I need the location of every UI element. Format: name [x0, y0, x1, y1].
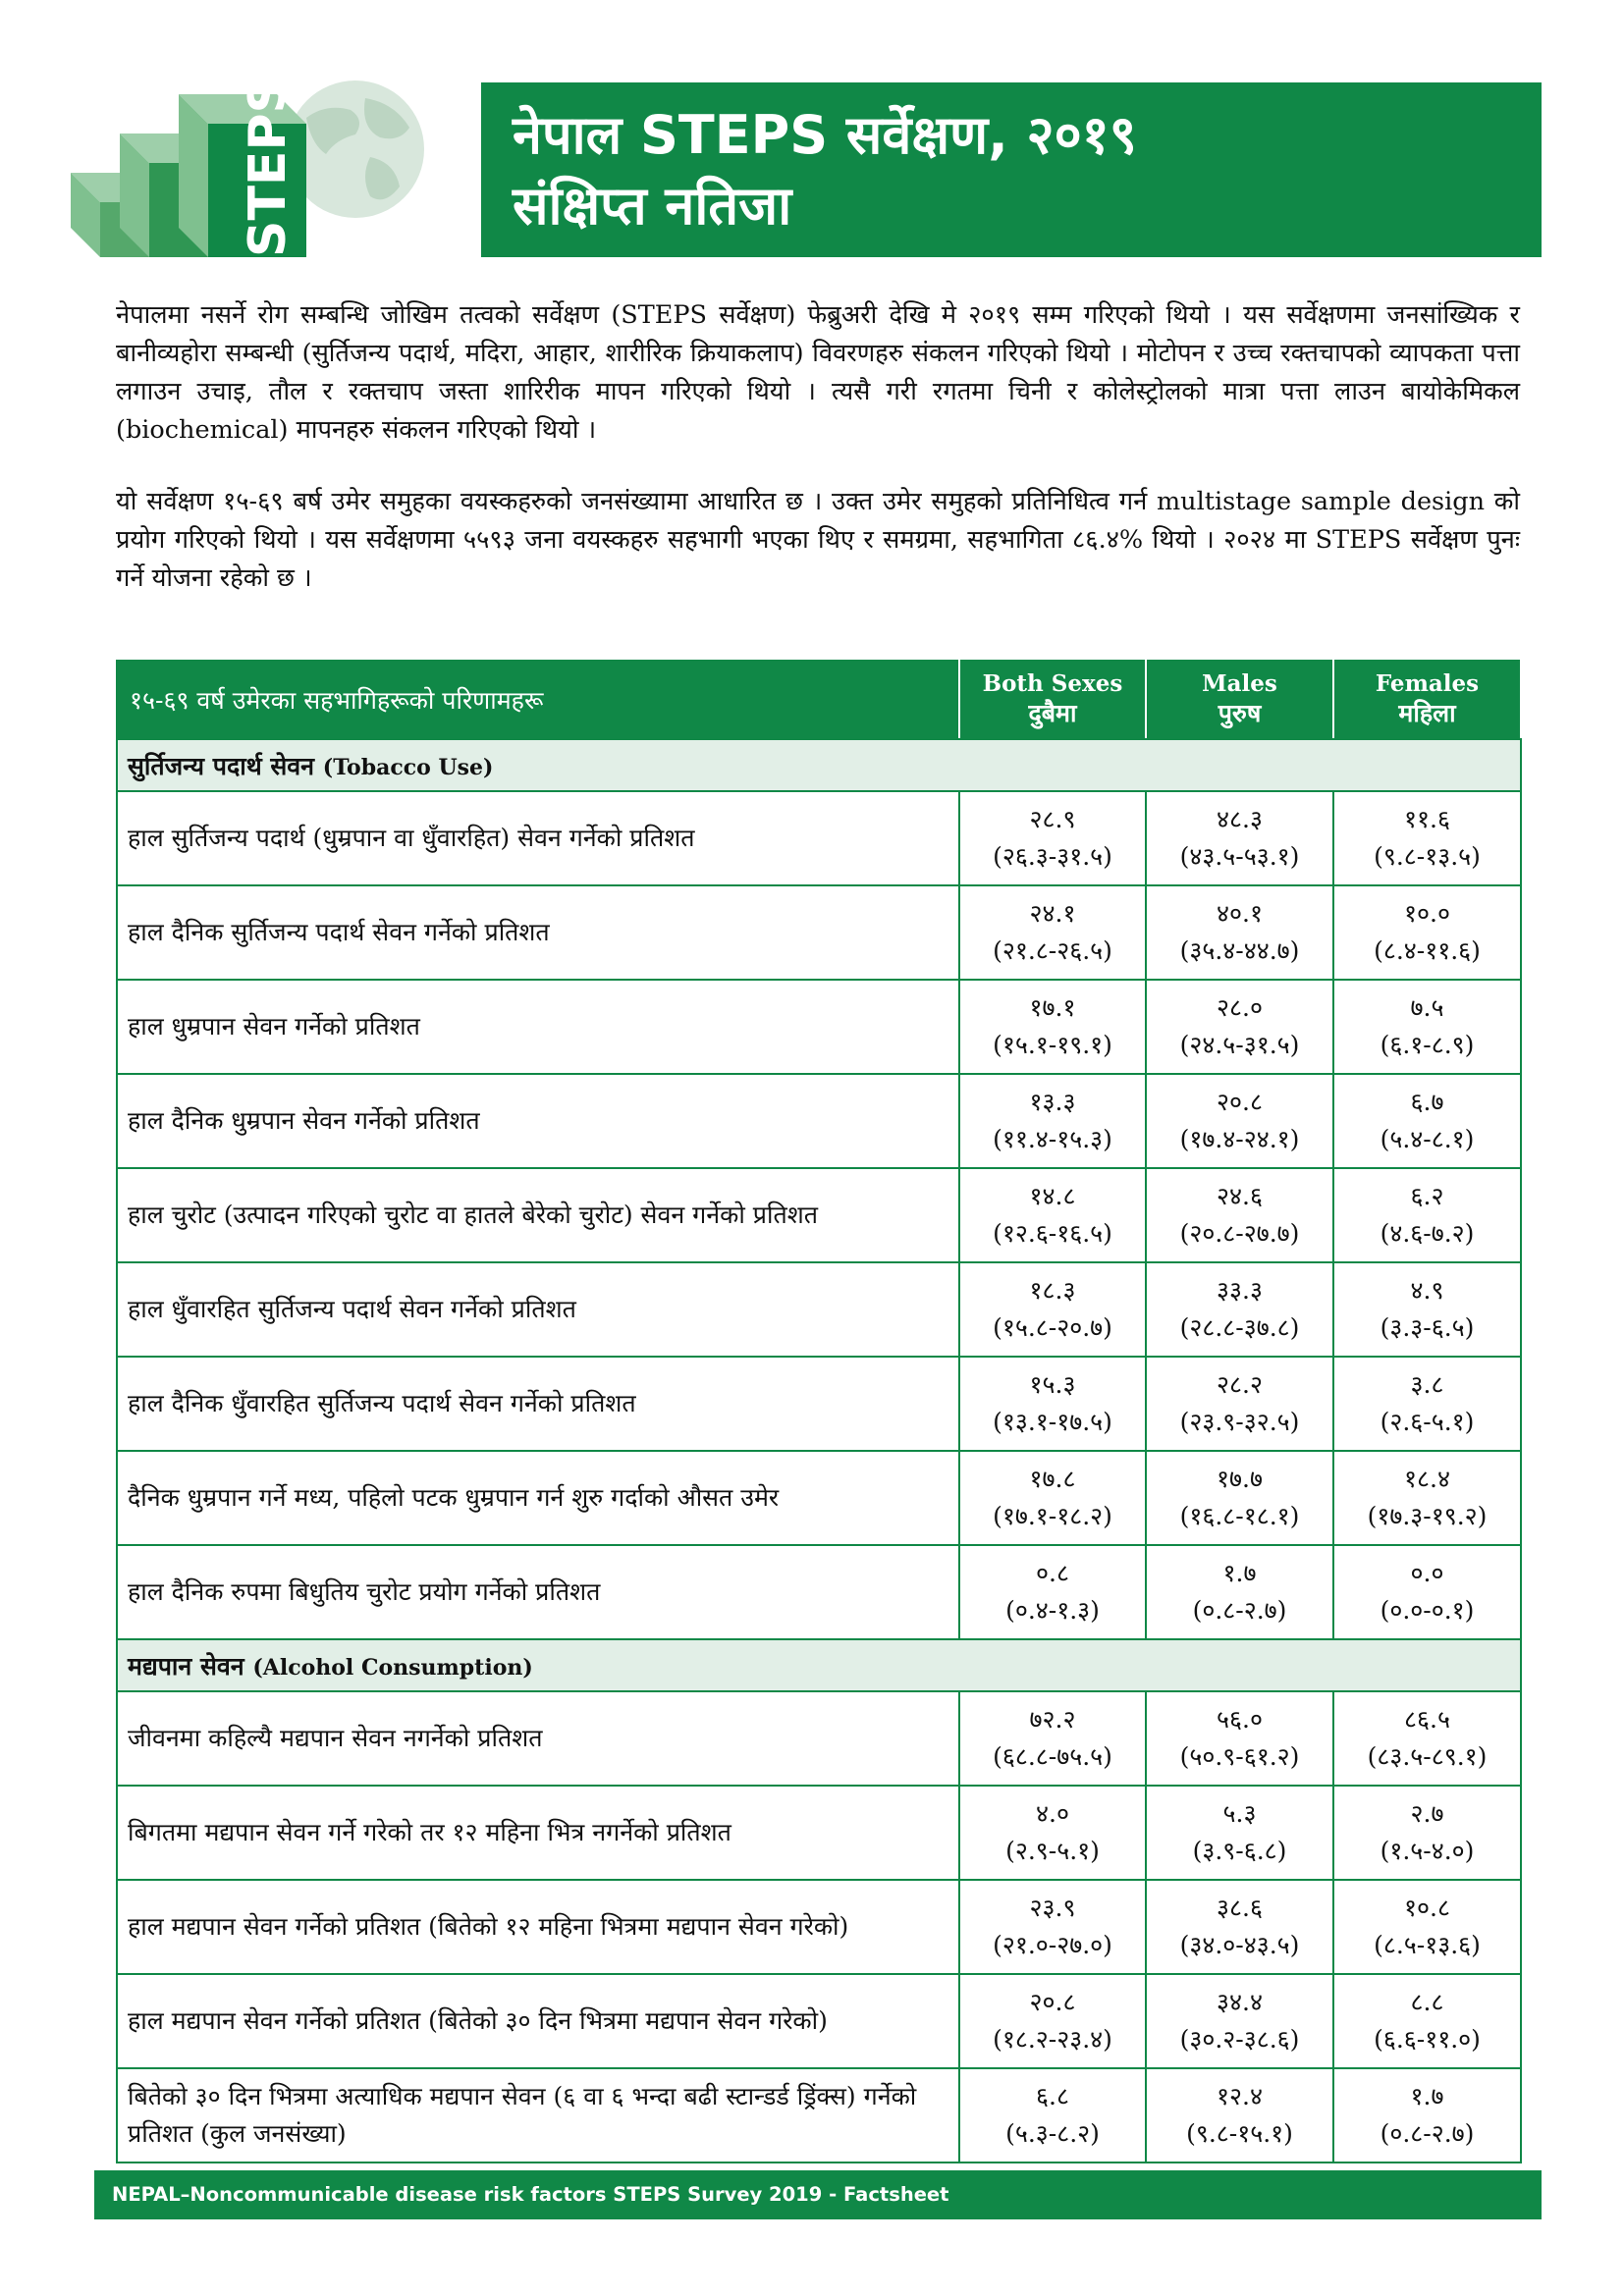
estimate-value: ४०.१ [1217, 899, 1263, 928]
estimate-value: १८.३ [1029, 1276, 1076, 1305]
estimate-value: १७.१ [1029, 993, 1076, 1022]
confidence-interval: (३४.०-४३.५) [1179, 1931, 1300, 1959]
confidence-interval: (९.८-१५.१) [1186, 2119, 1293, 2148]
value-cell [1146, 1451, 1333, 1545]
indicator-label: हाल सुर्तिजन्य पदार्थ (धुम्रपान वा धुँवारहित) सेवन गर्नेको प्रतिशत [117, 791, 959, 885]
value-cell [1333, 1545, 1521, 1639]
confidence-interval: (२८.८-३७.८) [1179, 1313, 1300, 1342]
intro-paragraph-2: यो सर्वेक्षण १५-६९ बर्ष उमेर समुहका वयस्कहरुको जनसंख्यामा आधारित छ । उक्त उमेर समुहको प्रतिनिधित्व गर्न multistage sample design को प्रयोग गरिएको थियो । यस सर्वेक्षणमा ५५९३ जना वयस्कहरु सहभागी भएका थिए र समग्रमा, सहभागिता ८६.४% थियो । २०२४ मा STEPS सर्वेक्षण पुनः गर्ने योजना रहेको छ । [116, 487, 1520, 593]
indicator-label: जीवनमा कहिल्यै मद्यपान सेवन नगर्नेको प्रतिशत [117, 1691, 959, 1786]
estimate-value: ३४.४ [1217, 1988, 1263, 2016]
value-cell [959, 1974, 1146, 2068]
indicator-label: बितेको ३० दिन भित्रमा अत्याधिक मद्यपान सेवन (६ वा ६ भन्दा बढी स्टान्डर्ड ड्रिंक्स) गर्नेको प्रतिशत (कुल जनसंख्या) [117, 2068, 959, 2163]
estimate-value: १७.८ [1029, 1465, 1076, 1493]
table-row [117, 791, 1521, 885]
confidence-interval: (५०.९-६१.२) [1179, 1742, 1300, 1771]
confidence-interval: (३५.४-४४.७) [1179, 936, 1300, 965]
table-row [117, 1691, 1521, 1786]
confidence-interval: (६.६-११.०) [1374, 2025, 1481, 2054]
section-title [117, 1639, 1521, 1691]
estimate-value: १०.८ [1404, 1894, 1450, 1922]
table-row [117, 980, 1521, 1074]
confidence-interval: (२३.९-३२.५) [1179, 1408, 1300, 1436]
estimate-value: २०.८ [1029, 1988, 1076, 2016]
value-cell [959, 1545, 1146, 1639]
value-cell [1146, 1880, 1333, 1974]
confidence-interval: (२१.८-२६.५) [993, 936, 1112, 965]
value-cell [1333, 1691, 1521, 1786]
confidence-interval: (१७.१-१८.२) [993, 1502, 1112, 1530]
confidence-interval: (२०.८-२७.७) [1179, 1219, 1300, 1248]
estimate-value: १.७ [1222, 1559, 1257, 1587]
estimate-value: १४.८ [1029, 1182, 1076, 1210]
estimate-value: ५६.० [1217, 1705, 1263, 1734]
section-title-en: (Tobacco Use) [322, 754, 494, 780]
confidence-interval: (१५.१-१९.१) [993, 1031, 1112, 1059]
estimate-value: २४.१ [1029, 899, 1076, 928]
confidence-interval: (२४.५-३१.५) [1179, 1031, 1300, 1059]
confidence-interval: (१.५-४.०) [1380, 1837, 1475, 1865]
section-title-ne: मद्यपान सेवन [128, 1651, 244, 1681]
confidence-interval: (०.४-१.३) [1005, 1596, 1100, 1625]
footer-text: NEPAL–Noncommunicable disease risk factors STEPS Survey 2019 - Factsheet [112, 2183, 949, 2206]
estimate-value: २४.६ [1217, 1182, 1263, 1210]
section-title-en: (Alcohol Consumption) [252, 1654, 533, 1681]
estimate-value: १२.४ [1217, 2082, 1263, 2110]
confidence-interval: (८.४-११.६) [1374, 936, 1481, 965]
confidence-interval: (०.०-०.१) [1380, 1596, 1475, 1625]
confidence-interval: (१३.१-१७.५) [993, 1408, 1112, 1436]
value-cell [959, 1880, 1146, 1974]
footer-bar [94, 2170, 1542, 2219]
indicator-label: हाल दैनिक धुम्रपान सेवन गर्नेको प्रतिशत [117, 1074, 959, 1168]
title-line-1: नेपाल STEPS सर्वेक्षण, २०१९ [513, 104, 1137, 166]
value-cell [959, 791, 1146, 885]
value-cell [959, 1786, 1146, 1880]
section-header-row [117, 739, 1521, 791]
value-cell [1146, 1262, 1333, 1357]
estimate-value: ०.८ [1036, 1559, 1069, 1587]
results-table [116, 660, 1522, 2163]
confidence-interval: (१७.३-१९.२) [1367, 1502, 1488, 1530]
value-cell [1146, 2068, 1333, 2163]
value-cell [959, 1691, 1146, 1786]
value-cell [1146, 1974, 1333, 2068]
intro-paragraph-1: नेपालमा नसर्ने रोग सम्बन्धि जोखिम तत्वको सर्वेक्षण (STEPS सर्वेक्षण) फेब्रुअरी देखि मे २०१९ सम्म गरिएको थियो । यस सर्वेक्षणमा जनसांख्यिक र बानीव्यहोरा सम्बन्धी (सुर्तिजन्य पदार्थ, मदिरा, आहार, शारीरिक क्रियाकलाप) विवरणहरु संकलन गरिएको थियो । मोटोपन र उच्च रक्तचापको व्यापकता पत्ता लगाउन उचाइ, तौल र रक्तचाप जस्ता शारिरीक मापन गरिएको थियो । त्यसै गरी रगतमा चिनी र कोलेस्ट्रोलको मात्रा पत्ता लाउन बायोकेमिकल (biochemical) मापनहरु संकलन गरिएको थियो । [116, 300, 1520, 445]
estimate-value: ३८.६ [1217, 1894, 1263, 1922]
value-cell [1146, 1074, 1333, 1168]
estimate-value: ६.२ [1410, 1182, 1444, 1210]
estimate-value: ३३.३ [1217, 1276, 1263, 1305]
value-cell [1333, 1168, 1521, 1262]
confidence-interval: (१२.६-१६.५) [993, 1219, 1112, 1248]
value-cell [1333, 1262, 1521, 1357]
confidence-interval: (३.९-६.८) [1192, 1837, 1287, 1865]
confidence-interval: (४३.५-५३.१) [1179, 842, 1300, 871]
confidence-interval: (८.५-१३.६) [1374, 1931, 1481, 1959]
indicator-label: दैनिक धुम्रपान गर्ने मध्य, पहिलो पटक धुम्रपान गर्न शुरु गर्दाको औसत उमेर [117, 1451, 959, 1545]
indicator-label: हाल दैनिक सुर्तिजन्य पदार्थ सेवन गर्नेको प्रतिशत [117, 885, 959, 980]
value-cell [959, 2068, 1146, 2163]
value-cell [1146, 1691, 1333, 1786]
value-cell [1333, 2068, 1521, 2163]
estimate-value: ३.८ [1410, 1370, 1444, 1399]
confidence-interval: (१६.८-१८.१) [1179, 1502, 1300, 1530]
estimate-value: ४.९ [1410, 1276, 1444, 1305]
value-cell [1146, 1545, 1333, 1639]
confidence-interval: (५.४-८.१) [1380, 1125, 1475, 1153]
column-both-sexes: Both Sexes दुबैमा [959, 661, 1146, 739]
estimate-value: १३.३ [1029, 1088, 1076, 1116]
value-cell [1333, 885, 1521, 980]
estimate-value: १०.० [1404, 899, 1450, 928]
title-line-2: संक्षिप्त नतिजा [513, 175, 792, 237]
column-males: Males पुरुष [1146, 661, 1333, 739]
steps-logo [71, 79, 483, 257]
indicator-label: हाल दैनिक रुपमा बिधुतिय चुरोट प्रयोग गर्नेको प्रतिशत [117, 1545, 959, 1639]
table-row [117, 1168, 1521, 1262]
confidence-interval: (१८.२-२३.४) [993, 2025, 1112, 2054]
section-title [117, 739, 1521, 791]
confidence-interval: (६८.८-७५.५) [993, 1742, 1112, 1771]
section-header-row [117, 1639, 1521, 1691]
title-banner [481, 82, 1542, 257]
estimate-value: १५.३ [1029, 1370, 1076, 1399]
value-cell [1146, 1357, 1333, 1451]
value-cell [959, 1168, 1146, 1262]
estimate-value: २०.८ [1217, 1088, 1263, 1116]
svg-text:STEPS: STEPS [239, 79, 298, 257]
confidence-interval: (२१.०-२७.०) [993, 1931, 1112, 1959]
value-cell [1333, 1974, 1521, 2068]
value-cell [959, 885, 1146, 980]
table-row [117, 1545, 1521, 1639]
value-cell [1146, 980, 1333, 1074]
table-row [117, 1262, 1521, 1357]
value-cell [1146, 1786, 1333, 1880]
section-title-ne: सुर्तिजन्य पदार्थ सेवन [128, 751, 315, 780]
confidence-interval: (०.८-२.७) [1380, 2119, 1475, 2148]
column-females: Females महिला [1333, 661, 1521, 739]
indicator-label: हाल धुम्रपान सेवन गर्नेको प्रतिशत [117, 980, 959, 1074]
confidence-interval: (३.३-६.५) [1380, 1313, 1475, 1342]
estimate-value: १७.७ [1217, 1465, 1263, 1493]
confidence-interval: (२.९-५.१) [1005, 1837, 1100, 1865]
confidence-interval: (४.६-७.२) [1380, 1219, 1475, 1248]
value-cell [959, 980, 1146, 1074]
estimate-value: १.७ [1410, 2082, 1444, 2110]
table-row [117, 1974, 1521, 2068]
estimate-value: ६.८ [1036, 2082, 1069, 2110]
indicator-label: हाल मद्यपान सेवन गर्नेको प्रतिशत (बितेको ३० दिन भित्रमा मद्यपान सेवन गरेको) [117, 1974, 959, 2068]
estimate-value: ५.३ [1222, 1799, 1257, 1828]
indicator-label: बिगतमा मद्यपान सेवन गर्ने गरेको तर १२ महिना भित्र नगर्नेको प्रतिशत [117, 1786, 959, 1880]
table-body [117, 739, 1521, 2163]
table-header-row [117, 661, 1521, 739]
estimate-value: ४.० [1036, 1799, 1069, 1828]
confidence-interval: (६.१-८.९) [1380, 1031, 1475, 1059]
value-cell [1333, 791, 1521, 885]
table-row [117, 1786, 1521, 1880]
confidence-interval: (१५.८-२०.७) [993, 1313, 1112, 1342]
value-cell [1333, 980, 1521, 1074]
estimate-value: ८.८ [1410, 1988, 1444, 2016]
table-header-label: १५-६९ वर्ष उमेरका सहभागिहरूको परिणामहरू [117, 661, 959, 739]
estimate-value: ६.७ [1410, 1088, 1444, 1116]
estimate-value: २३.९ [1029, 1894, 1076, 1922]
estimate-value: २८.२ [1217, 1370, 1263, 1399]
value-cell [959, 1357, 1146, 1451]
estimate-value: ७२.२ [1029, 1705, 1076, 1734]
confidence-interval: (१७.४-२४.१) [1179, 1125, 1300, 1153]
value-cell [959, 1074, 1146, 1168]
confidence-interval: (३०.२-३८.६) [1179, 2025, 1300, 2054]
value-cell [1333, 1074, 1521, 1168]
estimate-value: ८६.५ [1404, 1705, 1450, 1734]
confidence-interval: (२६.३-३१.५) [993, 842, 1112, 871]
estimate-value: २.७ [1410, 1799, 1444, 1828]
confidence-interval: (९.८-१३.५) [1374, 842, 1481, 871]
estimate-value: २८.० [1217, 993, 1263, 1022]
estimate-value: ०.० [1410, 1559, 1444, 1587]
value-cell [1146, 885, 1333, 980]
value-cell [1333, 1357, 1521, 1451]
table-row [117, 2068, 1521, 2163]
table-row [117, 1451, 1521, 1545]
indicator-label: हाल धुँवारहित सुर्तिजन्य पदार्थ सेवन गर्नेको प्रतिशत [117, 1262, 959, 1357]
value-cell [1146, 791, 1333, 885]
confidence-interval: (११.४-१५.३) [993, 1125, 1112, 1153]
value-cell [959, 1262, 1146, 1357]
value-cell [1333, 1880, 1521, 1974]
confidence-interval: (८३.५-८९.१) [1367, 1742, 1488, 1771]
table-row [117, 885, 1521, 980]
value-cell [959, 1451, 1146, 1545]
indicator-label: हाल चुरोट (उत्पादन गरिएको चुरोट वा हातले बेरेको चुरोट) सेवन गर्नेको प्रतिशत [117, 1168, 959, 1262]
table-row [117, 1880, 1521, 1974]
value-cell [1333, 1786, 1521, 1880]
estimate-value: ७.५ [1410, 993, 1444, 1022]
table-row [117, 1074, 1521, 1168]
estimate-value: १८.४ [1404, 1465, 1450, 1493]
value-cell [1333, 1451, 1521, 1545]
confidence-interval: (५.३-८.२) [1005, 2119, 1100, 2148]
value-cell [1146, 1168, 1333, 1262]
table-row [117, 1357, 1521, 1451]
estimate-value: ४८.३ [1217, 805, 1263, 833]
confidence-interval: (०.८-२.७) [1192, 1596, 1287, 1625]
indicator-label: हाल मद्यपान सेवन गर्नेको प्रतिशत (बितेको १२ महिना भित्रमा मद्यपान सेवन गरेको) [117, 1880, 959, 1974]
estimate-value: २८.९ [1029, 805, 1076, 833]
confidence-interval: (२.६-५.१) [1380, 1408, 1475, 1436]
estimate-value: ११.६ [1404, 805, 1450, 833]
indicator-label: हाल दैनिक धुँवारहित सुर्तिजन्य पदार्थ सेवन गर्नेको प्रतिशत [117, 1357, 959, 1451]
